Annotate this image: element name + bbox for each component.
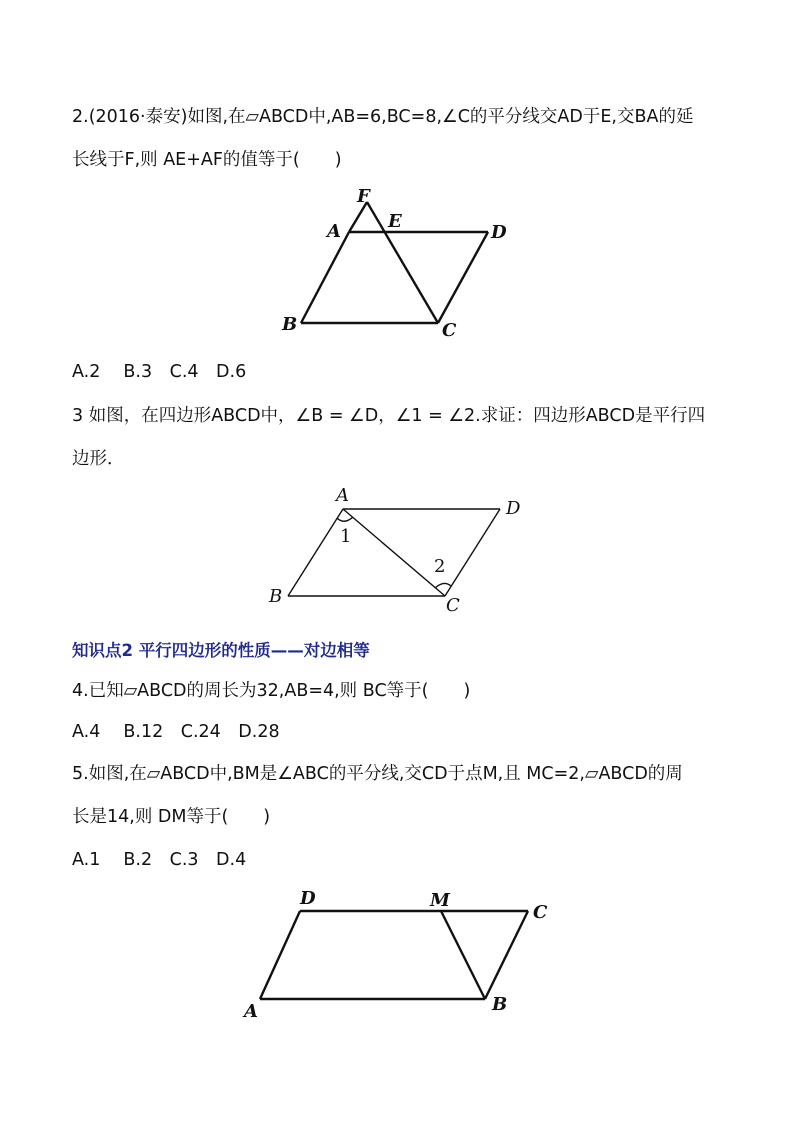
- fig3-label-angle1: 1: [340, 526, 352, 547]
- problem2-text-line2: 长线于F,则 AE+AF的值等于( ): [72, 150, 342, 170]
- problem5-text-line1: 5.如图,在▱ABCD中,BM是∠ABC的平分线,交CD于点M,且 MC=2,▱ABCD的周: [72, 764, 683, 784]
- section-title: 知识点2 平行四边形的性质——对边相等: [72, 641, 370, 660]
- fig5-side-ad: [260, 911, 300, 999]
- fig5-label-c: C: [533, 902, 548, 923]
- fig3-label-d: D: [506, 498, 521, 519]
- fig5-side-bc: [485, 911, 528, 999]
- fig5-label-b: B: [492, 994, 508, 1015]
- fig2-side-dc: [438, 232, 488, 323]
- problem3-figure: [260, 480, 540, 620]
- fig2-label-c: C: [442, 320, 457, 341]
- problem3-text-line2: 边形．: [72, 449, 125, 469]
- problem5-text-line2: 长是14,则 DM等于( ): [72, 807, 271, 827]
- fig3-label-angle2: 2: [434, 556, 446, 577]
- fig3-label-a: A: [336, 485, 349, 506]
- fig3-label-b: B: [269, 586, 283, 607]
- fig5-label-d: D: [300, 888, 316, 909]
- fig2-label-f: F: [357, 186, 370, 207]
- fig3-side-ab: [288, 509, 343, 596]
- problem2-figure: [270, 180, 540, 345]
- fig3-side-dc: [445, 509, 500, 596]
- fig5-label-a: A: [244, 1001, 258, 1022]
- fig2-label-d: D: [491, 222, 507, 243]
- fig2-label-b: B: [282, 314, 298, 335]
- problem5-options: A.1 B.2 C.3 D.4: [72, 850, 247, 870]
- problem5-figure: [230, 880, 570, 1030]
- fig2-segment-fc: [367, 202, 438, 323]
- fig3-angle1-arc: [337, 517, 353, 521]
- problem4-options: A.4 B.12 C.24 D.28: [72, 722, 280, 742]
- fig3-label-c: C: [446, 595, 460, 616]
- fig3-diagonal-ac: [343, 509, 445, 596]
- fig2-label-a: A: [327, 221, 341, 242]
- problem2-options: A.2 B.3 C.4 D.6: [72, 362, 247, 382]
- fig2-side-ab: [301, 232, 349, 323]
- fig5-label-m: M: [430, 890, 450, 911]
- fig3-angle2-arc: [435, 583, 451, 588]
- problem4-text-line1: 4.已知▱ABCD的周长为32,AB=4,则 BC等于( ): [72, 681, 471, 701]
- problem3-text-line1: 3 如图，在四边形ABCD中，∠B = ∠D，∠1 = ∠2.求证：四边形ABCD是平行四: [72, 406, 706, 426]
- fig2-label-e: E: [388, 211, 402, 232]
- problem2-text-line1: 2.(2016·泰安)如图,在▱ABCD中,AB=6,BC=8,∠C的平分线交AD于E,交BA的延: [72, 107, 694, 127]
- fig5-segment-bm: [441, 911, 485, 999]
